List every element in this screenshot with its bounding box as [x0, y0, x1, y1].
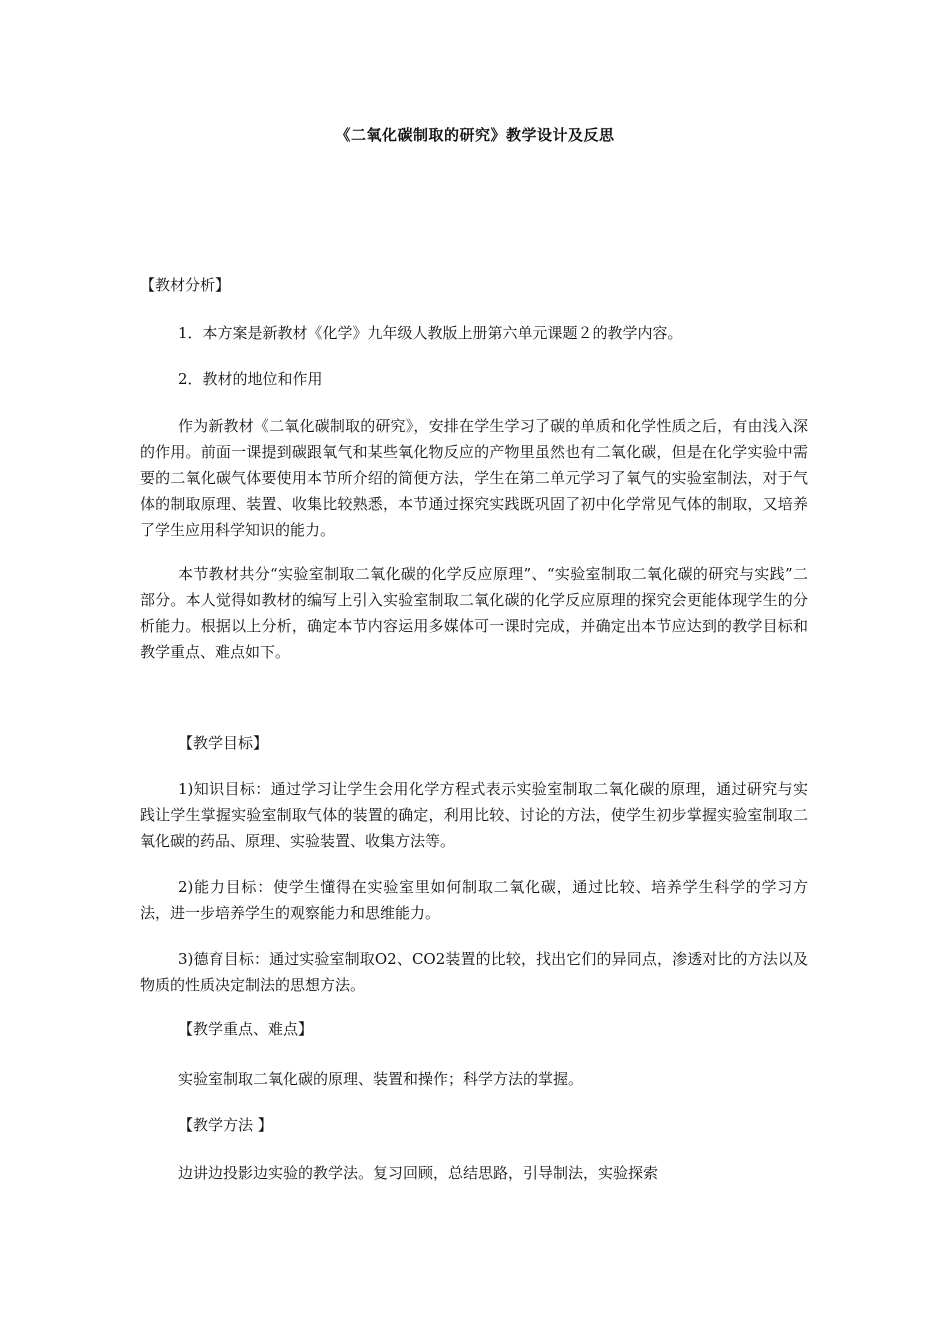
analysis-paragraph-4: 本节教材共分“实验室制取二氧化碳的化学反应原理”、“实验室制取二氧化碳的研究与实践”二部分。本人觉得如教材的编写上引入实验室制取二氧化碳的化学反应原理的探究会更能体现学生的分析能力。根据以上分析，确定本节内容运用多媒体可一课时完成，并确定出本节应达到的教学目标和教学重点、难点如下。 [140, 565, 808, 661]
goal-knowledge: 1)知识目标：通过学习让学生会用化学方程式表示实验室制取二氧化碳的原理，通过研究与实践让学生掌握实验室制取气体的装置的确定，利用比较、讨论的方法，使学生初步掌握实验室制取二氧化碳的药品、原理、实验装置、收集方法等。 [140, 780, 808, 850]
analysis-paragraph-1: 1．本方案是新教材《化学》九年级人教版上册第六单元课题２的教学内容。 [178, 324, 683, 342]
methods-heading: 【教学方法 】 [178, 1116, 273, 1134]
keypoints-heading: 【教学重点、难点】 [178, 1020, 314, 1038]
goal-ability: 2)能力目标：使学生懂得在实验室里如何制取二氧化碳，通过比较、培养学生科学的学习方法，进一步培养学生的观察能力和思维能力。 [140, 878, 808, 922]
analysis-heading: 【教材分析】 [140, 276, 231, 294]
goals-heading: 【教学目标】 [178, 734, 269, 752]
keypoints-text: 实验室制取二氧化碳的原理、装置和操作；科学方法的掌握。 [178, 1070, 584, 1088]
document-title: 《二氧化碳制取的研究》教学设计及反思 [335, 126, 615, 144]
methods-text: 边讲边投影边实验的教学法。复习回顾，总结思路，引导制法，实验探索 [178, 1164, 659, 1182]
goal-moral: 3)德育目标：通过实验室制取O2、CO2装置的比较，找出它们的异同点，渗透对比的方法以及物质的性质决定制法的思想方法。 [140, 950, 808, 994]
analysis-paragraph-3: 作为新教材《二氧化碳制取的研究》，安排在学生学习了碳的单质和化学性质之后，有由浅入深的作用。前面一课提到碳跟氧气和某些氧化物反应的产物里虽然也有二氧化碳，但是在化学实验中需要的二氧化碳气体要使用本节所介绍的简便方法，学生在第二单元学习了氧气的实验室制法，对于气体的制取原理、装置、收集比较熟悉，本节通过探究实践既巩固了初中化学常见气体的制取，又培养了学生应用科学知识的能力。 [140, 417, 808, 539]
analysis-paragraph-2: 2．教材的地位和作用 [178, 370, 323, 388]
